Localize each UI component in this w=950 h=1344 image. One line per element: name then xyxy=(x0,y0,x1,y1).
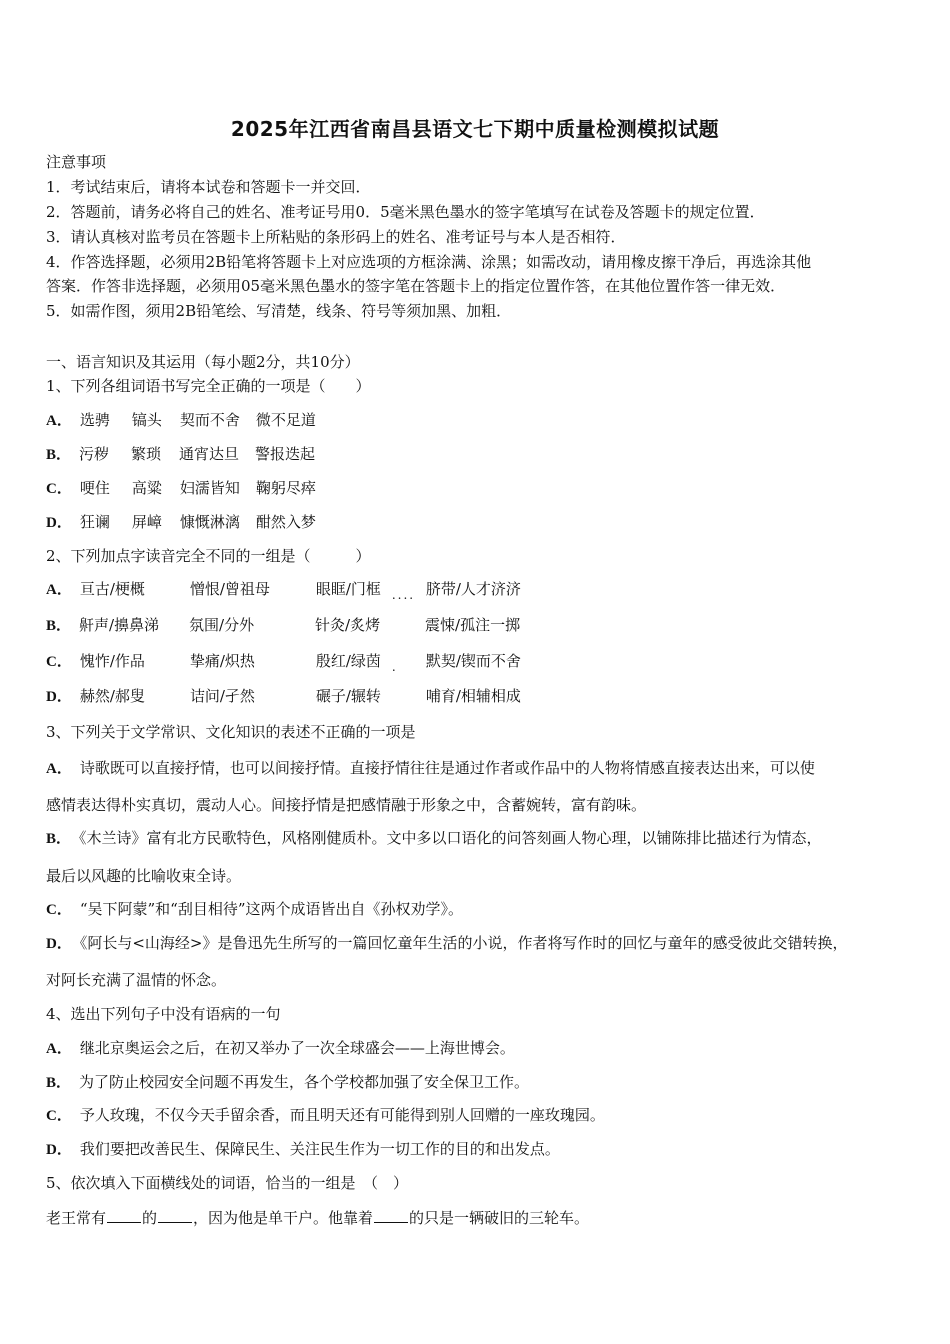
option-label: B． xyxy=(46,618,72,634)
sentence-part: 的 xyxy=(142,1209,158,1227)
q4-option-c xyxy=(46,1105,605,1126)
answer-blank-2[interactable] xyxy=(158,1208,192,1223)
option-label: A． xyxy=(46,413,72,429)
word-pair: 挚痛/炽热 xyxy=(189,652,255,670)
q2-stem: 2、下列加点字读音完全不同的一组是（ ） xyxy=(46,547,371,565)
word: 屏嶂 xyxy=(131,513,162,531)
q3-option-d-cont: 对阿长充满了温情的怀念。 xyxy=(46,971,227,989)
option-label: B． xyxy=(46,831,72,847)
notes-item-1: 1．考试结束后，请将本试卷和答题卡一并交回． xyxy=(46,178,371,196)
q1-stem: 1、下列各组词语书写完全正确的一项是（ ） xyxy=(46,377,371,395)
word: 哽住 xyxy=(79,479,110,497)
q4-stem: 4、选出下列句子中没有语病的一句 xyxy=(46,1005,281,1023)
notes-item-5: 5．如需作图，须用2B铅笔绘、写清楚，线条、符号等须加黑、加粗． xyxy=(46,302,512,320)
option-label: D． xyxy=(46,689,72,705)
q3-option-a-cont: 感情表达得朴实真切，震动人心。间接抒情是把感情融于形象之中，含蓄婉转，富有韵味。 xyxy=(46,796,647,814)
word: 慷慨淋漓 xyxy=(179,513,240,531)
word: 通宵达旦 xyxy=(179,445,240,463)
notes-item-4-cont: 答案．作答非选择题，必须用05毫米黑色墨水的签字笔在答题卡上的指定位置作答，在其他位置作答一律无效． xyxy=(46,277,786,295)
word-pair: 哺育/相辅相成 xyxy=(425,687,521,705)
option-label: D． xyxy=(46,936,72,952)
word-pair: 诘问/孑然 xyxy=(189,687,255,705)
word: 狂谰 xyxy=(79,513,110,531)
option-label: B． xyxy=(46,447,72,463)
answer-blank-3[interactable] xyxy=(374,1208,408,1223)
word: 繁琐 xyxy=(131,445,162,463)
notes-heading: 注意事项 xyxy=(46,153,107,171)
word-pair: 愧怍/作品 xyxy=(79,652,145,670)
q2-option-a xyxy=(46,579,521,600)
option-text: 继北京奥运会之后，在初又举办了一次全球盛会——上海世博会。 xyxy=(79,1039,515,1057)
emphasis-dots: . xyxy=(391,660,398,674)
option-label: D． xyxy=(46,515,72,531)
word: 微不足道 xyxy=(255,411,316,429)
q3-option-b xyxy=(46,828,822,849)
word-pair: 鼾声/擤鼻涕 xyxy=(79,616,160,634)
notes-item-2: 2．答题前，请务必将自己的姓名、准考证号用0．5毫米黑色墨水的签字笔填写在试卷及答题卡的规定位置． xyxy=(46,203,765,221)
option-text: 予人玫瑰，不仅今天手留余香，而且明天还有可能得到别人回赠的一座玫瑰园。 xyxy=(79,1106,605,1124)
q4-option-b xyxy=(46,1072,529,1093)
q4-option-a xyxy=(46,1038,515,1059)
q2-option-d xyxy=(46,686,521,707)
word: 妇濡皆知 xyxy=(179,479,240,497)
option-label: A． xyxy=(46,582,72,598)
word-pair: 碾子/辗转 xyxy=(315,687,381,705)
sentence-part: 的只是一辆破旧的三轮车。 xyxy=(409,1209,590,1227)
option-text: 诗歌既可以直接抒情，也可以间接抒情。直接抒情往往是通过作者或作品中的人物将情感直接表达出来，可以使 xyxy=(79,759,815,777)
option-label: C． xyxy=(46,481,72,497)
q5-stem: 5、依次填入下面横线处的词语，恰当的一组是 （ ） xyxy=(46,1174,409,1192)
word-pair: 眼眶/门框 xyxy=(315,580,381,598)
q3-option-d xyxy=(46,933,848,954)
option-label: B． xyxy=(46,1075,72,1091)
word: 选骋 xyxy=(79,411,110,429)
option-text: 我们要把改善民生、保障民生、关注民生作为一切工作的目的和出发点。 xyxy=(79,1140,560,1158)
option-text: 《木兰诗》富有北方民歌特色，风格刚健质朴。文中多以口语化的问答刻画人物心理，以铺陈排比描述行为情态， xyxy=(79,829,822,847)
word-pair: 亘古/梗概 xyxy=(79,580,145,598)
q5-sentence xyxy=(46,1208,589,1228)
word-pair: 震悚/孤注一掷 xyxy=(425,616,521,634)
q1-option-b xyxy=(46,444,315,465)
word-pair: 憎恨/曾祖母 xyxy=(189,580,270,598)
q3-stem: 3、下列关于文学常识、文化知识的表述不正确的一项是 xyxy=(46,723,416,741)
word-pair: 殷红/绿茵 xyxy=(315,652,381,670)
notes-item-3: 3．请认真核对监考员在答题卡上所粘贴的条形码上的姓名、准考证号与本人是否相符． xyxy=(46,228,626,246)
option-label: C． xyxy=(46,654,72,670)
q2-option-c xyxy=(46,651,521,672)
section-heading: 一、语言知识及其运用（每小题2分，共10分） xyxy=(46,353,360,371)
q1-option-c xyxy=(46,478,316,499)
word: 契而不舍 xyxy=(179,411,240,429)
q1-option-d xyxy=(46,512,316,533)
q3-option-a xyxy=(46,758,815,779)
notes-item-4: 4．作答选择题，必须用2B铅笔将答题卡上对应选项的方框涂满、涂黑；如需改动，请用橡皮擦干净后，再选涂其他 xyxy=(46,253,812,271)
option-label: C． xyxy=(46,902,72,918)
option-text: 为了防止校园安全问题不再发生，各个学校都加强了安全保卫工作。 xyxy=(79,1073,530,1091)
sentence-part: ，因为他是单干户。他靠着 xyxy=(193,1209,374,1227)
option-label: C． xyxy=(46,1108,72,1124)
answer-blank-1[interactable] xyxy=(107,1208,141,1223)
q3-option-b-cont: 最后以风趣的比喻收束全诗。 xyxy=(46,867,242,885)
word-pair: 赫然/郝叟 xyxy=(79,687,145,705)
word-pair: 氛围/分外 xyxy=(189,616,255,634)
sentence-part: 老王常有 xyxy=(46,1209,107,1227)
word-pair: 默契/锲而不舍 xyxy=(425,652,521,670)
option-label: D． xyxy=(46,1142,72,1158)
q3-option-c xyxy=(46,899,463,920)
q1-option-a xyxy=(46,410,316,431)
word: 污秽 xyxy=(79,445,110,463)
option-label: A． xyxy=(46,1041,72,1057)
option-label: A． xyxy=(46,761,72,777)
q2-option-b xyxy=(46,615,520,636)
word: 酣然入梦 xyxy=(255,513,316,531)
word: 镐头 xyxy=(131,411,162,429)
option-text: 《阿长与<山海经>》是鲁迅先生所写的一篇回忆童年生活的小说，作者将写作时的回忆与童年的感受彼此交错转换， xyxy=(79,934,848,952)
word: 高粱 xyxy=(131,479,162,497)
word: 警报迭起 xyxy=(255,445,316,463)
word-pair: 针灸/炙烤 xyxy=(315,616,381,634)
word-pair: 脐带/人才济济 xyxy=(425,580,521,598)
q4-option-d xyxy=(46,1139,560,1160)
emphasis-dots: .... xyxy=(391,588,416,602)
option-text: “吴下阿蒙”和“刮目相待”这两个成语皆出自《孙权劝学》。 xyxy=(79,900,464,918)
word: 鞠躬尽瘁 xyxy=(255,479,316,497)
page-title: 2025年江西省南昌县语文七下期中质量检测模拟试题 xyxy=(230,117,720,141)
